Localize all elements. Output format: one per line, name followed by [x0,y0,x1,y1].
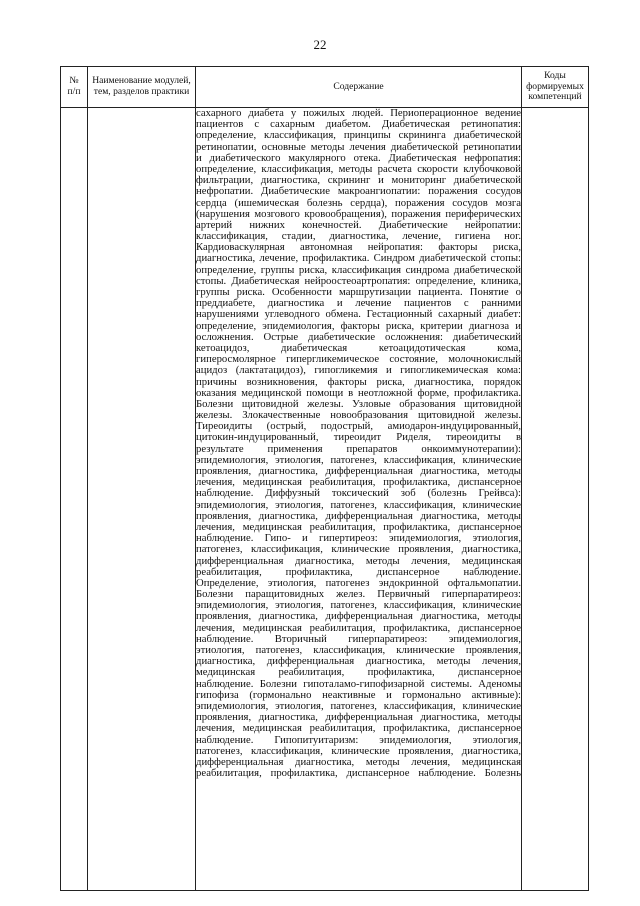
content-line: (нарушения мозгового кровообращения), поражения периферических [196,208,521,220]
content-line: проявления, диагностика, дифференциальная диагностика, методы [196,510,521,522]
content-line: нарушениями углеводного обмена. Гестационный сахарный диабет: [196,309,521,321]
content-line: определение, эпидемиология, факторы риска, критерии диагноза и [196,320,521,332]
content-line: диагностика, дифференциальная диагностика, методы лечения, [196,656,521,668]
header-module-name: Наименование модулей, тем, разделов практики [88,67,196,108]
table-header-row [61,67,589,108]
content-line: железы. Злокачественные новообразования щитовидной железы. [196,410,521,422]
content-line: Определение, этиология, патогенез эндокринной офтальмопатии. [196,577,521,589]
content-line: гипофиза (гормонально неактивные и гормонально активные): [196,689,521,701]
content-line: медицинская реабилитация, профилактика, диспансерное [196,667,521,679]
cell-competency-codes [522,108,589,891]
content-line: проявления, диагностика, дифференциальная диагностика, методы [196,466,521,477]
content-line: гиперосмолярное гипергликемическое состояние, молочнокислый [196,354,521,366]
content-line: и диабетического макулярного отека. Диабетическая нефропатия: [196,152,521,164]
content-line: Болезни щитовидной железы. Узловые образования щитовидной [196,398,521,410]
content-line: эпидемиология, этиология, патогенез, классификация, клинические [196,600,521,612]
content-line: кетоацидоз, диабетическая кетоацидотическая кома, [196,342,521,354]
content-line: лечения, медицинская реабилитация, профилактика, диспансерное [196,521,521,533]
header-number: № п/п [61,67,88,108]
content-line: проявления, диагностика, дифференциальная диагностика, методы [196,611,521,623]
content-line: группы риска. Особенности маршрутизации пациента. Понятие о [196,287,521,298]
content-line: пациентов с сахарным диабетом. Диабетическая ретинопатия: [196,119,521,131]
page-number: 22 [313,37,327,52]
content-line: реабилитация, профилактика, диспансерное наблюдение. Болезнь [196,768,521,780]
content-line: наблюдение. Гипопитуитаризм: эпидемиология, этиология, [196,734,521,746]
header-content: Содержание [196,67,522,108]
content-line: артерий нижних конечностей. Диабетические нейропатии: [196,219,521,231]
content-line: эпидемиология, этиология, патогенез, классификация, клинические [196,700,521,712]
content-line: лечения, медицинская реабилитация, профилактика, диспансерное [196,622,521,634]
content-line: патогенез, классификация, клинические проявления, диагностика, [196,745,521,757]
content-line: осложнения. Острые диабетические осложнения: диабетический [196,331,521,343]
content-line: Тиреоидиты (острый, подострый, амиодарон-индуцированный, [196,421,521,433]
content-line: наблюдение. Гипо- и гипертиреоз: эпидемиология, этиология, [196,533,521,545]
content-line: Болезни паращитовидных желез. Первичный гиперпаратиреоз: [196,589,521,601]
content-line: причины возникновения, факторы риска, диагностика, порядок [196,376,521,388]
content-line: лечения, медицинская реабилитация, профилактика, диспансерное [196,477,521,489]
content-line: наблюдение. Вторичный гиперпаратиреоз: эпидемиология, [196,633,521,645]
content-line: дифференциальная диагностика, методы лечения, медицинская [196,756,521,768]
content-line: определение, классификация, методы расчета скорости клубочковой [196,163,521,175]
cell-content [196,108,522,891]
content-line: эпидемиология, этиология, патогенез, классификация, клинические [196,454,521,466]
content-line: цитокин-индуцированный, тиреоидит Риделя, тиреоидиты в [196,432,521,444]
curriculum-table [60,66,589,891]
content-line: фильтрации, диагностика, скрининг и мониторинг диабетической [196,175,521,187]
content-line: определение, группы риска, классификация синдрома диабетической [196,264,521,276]
content-line: оказания медицинской помощи в неотложной форме, профилактика. [196,387,521,399]
content-line: преддиабете, диагностика и лечение пациентов с ранними [196,298,521,310]
content-line: наблюдение. Диффузный токсический зоб (болезнь Грейвса): [196,488,521,500]
cell-number [61,108,88,891]
content-line: этиология, патогенез, классификация, клинические проявления, [196,645,521,656]
content-line: проявления, диагностика, дифференциальная диагностика, методы [196,712,521,724]
content-line: наблюдение. Болезни гипоталамо-гипофизарной системы. Аденомы [196,678,521,690]
content-line: Кардиоваскулярная автономная нейропатия: факторы риска, [196,242,521,254]
content-line: диагностика, лечение, профилактика. Синдром диабетической стопы: [196,253,521,265]
content-line: ацидоз (лактатацидоз), гипогликемия и гипогликемическая кома: [196,365,521,377]
content-line: сахарного диабета у пожилых людей. Периоперационное ведение [196,108,521,119]
content-line: стопы. Диабетическая нейроостеоартропатия: определение, клиника, [196,275,521,287]
content-line: сердца (ишемическая болезнь сердца), поражения сосудов мозга [196,197,521,209]
content-line: лечения, медицинская реабилитация, профилактика, диспансерное [196,723,521,735]
content-line: дифференциальная диагностика, методы лечения, медицинская [196,555,521,567]
content-line: классификация, стадии, диагностика, лечение, гигиена ног. [196,231,521,243]
content-line: реабилитация, профилактика, диспансерное наблюдение. [196,566,521,578]
cell-module-name [88,108,196,891]
content-line: эпидемиология, этиология, патогенез, классификация, клинические [196,499,521,511]
content-line: ретинопатии, основные методы лечения диабетической ретинопатии [196,141,521,153]
content-line: результате применения препаратов онкоиммунотерапии): [196,443,521,455]
content-line: определение, классификация, принципы скрининга диабетической [196,130,521,142]
header-competency-codes: Коды формируемых компетенций [522,67,589,108]
content-line: патогенез, классификация, клинические проявления, диагностика, [196,544,521,556]
table-row [61,108,589,891]
content-line: нефропатии. Диабетические макроангиопатии: поражения сосудов [196,186,521,198]
